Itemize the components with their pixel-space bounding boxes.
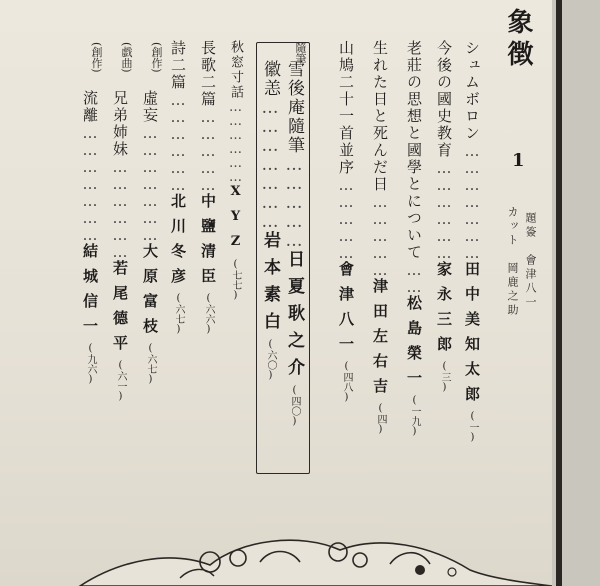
toc-entry: 老莊の思想と國學とについて……松島榮一(一九) xyxy=(405,40,423,437)
toc-entry: シュムボロン…………………田中美知太郎(一) xyxy=(463,40,481,443)
toc-entry: 詩二篇………………北川冬彦(六七) xyxy=(169,40,187,335)
toc-entry: 今後の國史教育………………家永三郎(三) xyxy=(435,40,453,393)
section-tag-creative: (創作) xyxy=(150,42,163,73)
toc-entry: 兄弟姉妹………………若尾德平(六一) xyxy=(111,90,129,402)
decorative-illustration xyxy=(0,500,552,586)
toc-entry: 雪後庵隨筆……………日夏耿之介(四〇) xyxy=(284,60,304,427)
toc-entry: 虛妄…………………大原富枝(六七) xyxy=(141,90,159,385)
section-tag-drama: (戯曲) xyxy=(120,42,133,73)
toc-entry: 生れた日と死んだ日……………津田左右吉(四) xyxy=(371,40,389,435)
book-edge xyxy=(552,0,600,586)
section-tag-essay: 隨筆 xyxy=(294,42,307,64)
toc-entry: 長歌二篇……………中鹽清臣(六六) xyxy=(199,40,217,335)
toc-entry: 徽恙…………………岩本素白(六〇) xyxy=(260,60,280,381)
magazine-title: 象徴 xyxy=(503,8,533,72)
credit-cut: カット 岡鹿之助 xyxy=(506,206,519,318)
credit-calligraphy: 題簽 會津八一 xyxy=(524,212,537,310)
issue-number: 1 xyxy=(512,150,525,171)
toc-entry: 秋窓寸話………………XYZ(七七) xyxy=(228,40,243,301)
section-tag-creative: (創作) xyxy=(90,42,103,73)
toc-entry: 山鳩二十一首並序……………會津八一(四八) xyxy=(337,40,355,403)
toc-entry: 流離…………………結城信一(九六) xyxy=(81,90,99,385)
